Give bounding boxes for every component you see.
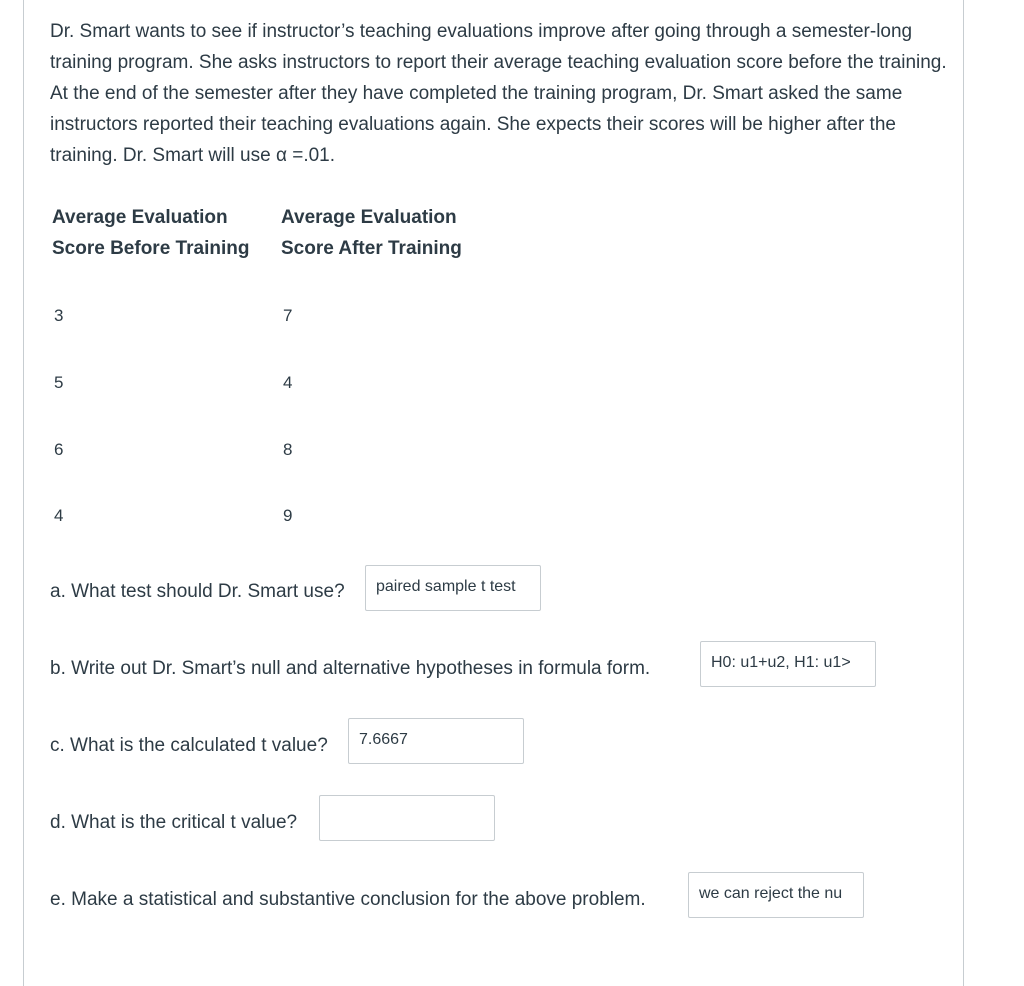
table-cell-after: 8: [283, 440, 293, 459]
column-header-before-line2: Score Before Training: [52, 238, 250, 259]
question-d-label: d. What is the critical t value?: [50, 812, 298, 833]
table-cell-after: 4: [283, 373, 293, 392]
column-header-after: [281, 202, 462, 264]
table-cell-before: 3: [54, 306, 64, 325]
answer-a-input[interactable]: paired sample t test: [365, 565, 541, 611]
question-b-label: b. Write out Dr. Smart’s null and alternative hypotheses in formula form.: [50, 658, 651, 679]
column-header-before-line1: Average Evaluation: [52, 207, 228, 228]
table-cell-after: 9: [283, 506, 293, 525]
answer-b-input[interactable]: H0: u1+u2, H1: u1>: [700, 641, 876, 687]
table-cell-after: 7: [283, 306, 293, 325]
answer-e-input[interactable]: we can reject the nu: [688, 872, 864, 918]
table-cell-before: 6: [54, 440, 64, 459]
answer-d-input[interactable]: [319, 795, 495, 841]
question-prompt: Dr. Smart wants to see if instructor’s teaching evaluations improve after going through a semester-long training program. She asks instructors to report their average teaching evaluation score before the training. At the end of the semester after they have completed the training program, Dr. Smart asked the same instructors reported their teaching evaluations again. She expects their scores will be higher after the training. Dr. Smart will use α =.01.: [50, 21, 947, 166]
column-header-after-line2: Score After Training: [281, 238, 462, 259]
column-header-after-line1: Average Evaluation: [281, 207, 457, 228]
answer-c-input[interactable]: 7.6667: [348, 718, 524, 764]
question-a-label: a. What test should Dr. Smart use?: [50, 581, 345, 602]
column-header-before: [52, 202, 249, 264]
table-cell-before: 5: [54, 373, 64, 392]
question-e-label: e. Make a statistical and substantive conclusion for the above problem.: [50, 889, 646, 910]
table-cell-before: 4: [54, 506, 64, 525]
question-c-label: c. What is the calculated t value?: [50, 735, 328, 756]
